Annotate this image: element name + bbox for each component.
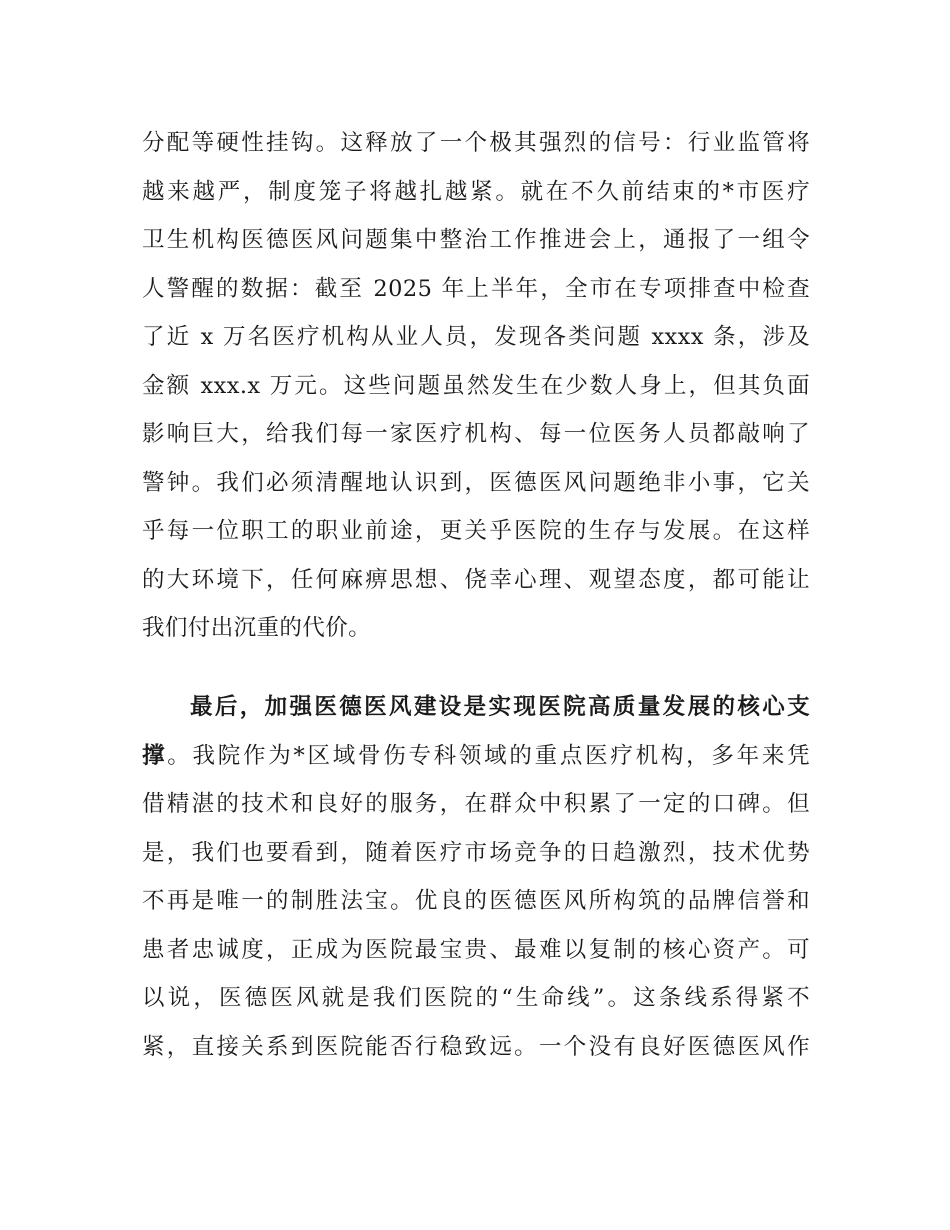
paragraph-2-line: 紧，直接关系到医院能否行稳致远。一个没有良好医德医风作 [142, 1033, 810, 1060]
paragraph-1-line: 影响巨大，给我们每一家医疗机构、每一位医务人员都敲响了 [142, 421, 810, 447]
paragraph-2-heading: 最后，加强医德医风建设是实现医院高质量发展的核心支 [190, 694, 810, 720]
paragraph-1-line: 警钟。我们必须清醒地认识到，医德医风问题绝非小事，它关 [142, 469, 810, 496]
paragraph-2-line: 以说，医德医风就是我们医院的“生命线”。这条线系得紧不 [142, 985, 810, 1011]
paragraph-2 [142, 683, 810, 1071]
paragraph-1-line: 分配等硬性挂钩。这释放了一个极其强烈的信号：行业监管将 [142, 130, 810, 156]
paragraph-2-line: 借精湛的技术和良好的服务，在群众中积累了一定的口碑。但 [142, 791, 810, 817]
paragraph-1-line: 金额 xxx.x 万元。这些问题虽然发生在少数人身上，但其负面 [142, 372, 810, 399]
paragraph-1-line: 人警醒的数据：截至 2025 年上半年，全市在专项排查中检查 [142, 275, 810, 302]
paragraph-2-heading-end: 撑 [142, 742, 168, 769]
paragraph-2-line: 是，我们也要看到，随着医疗市场竞争的日趋激烈，技术优势 [142, 839, 810, 866]
paragraph-2-line-rest: 。我院作为*区域骨伤专科领域的重点医疗机构，多年来凭 [167, 742, 810, 769]
paragraph-1-line: 越来越严，制度笼子将越扎越紧。就在不久前结束的*市医疗 [142, 178, 810, 205]
paragraph-1-line: 我们付出沉重的代价。 [142, 615, 372, 641]
paragraph-2-line [142, 732, 810, 781]
paragraph-1-line: 的大环境下，任何麻痹思想、侥幸心理、观望态度，都可能让 [142, 566, 810, 593]
paragraph-2-line: 患者忠诚度，正成为医院最宝贵、最难以复制的核心资产。可 [142, 936, 810, 963]
paragraph-1-line: 了近 x 万名医疗机构从业人员，发现各类问题 xxxx 条，涉及 [142, 324, 810, 350]
paragraph-1-line: 乎每一位职工的职业前途，更关乎医院的生存与发展。在这样 [142, 518, 810, 544]
paragraph-2-line: 不再是唯一的制胜法宝。优良的医德医风所构筑的品牌信誉和 [142, 888, 810, 914]
paragraph-1-line: 卫生机构医德医风问题集中整治工作推进会上，通报了一组令 [142, 227, 810, 253]
paragraph-1 [142, 119, 810, 653]
